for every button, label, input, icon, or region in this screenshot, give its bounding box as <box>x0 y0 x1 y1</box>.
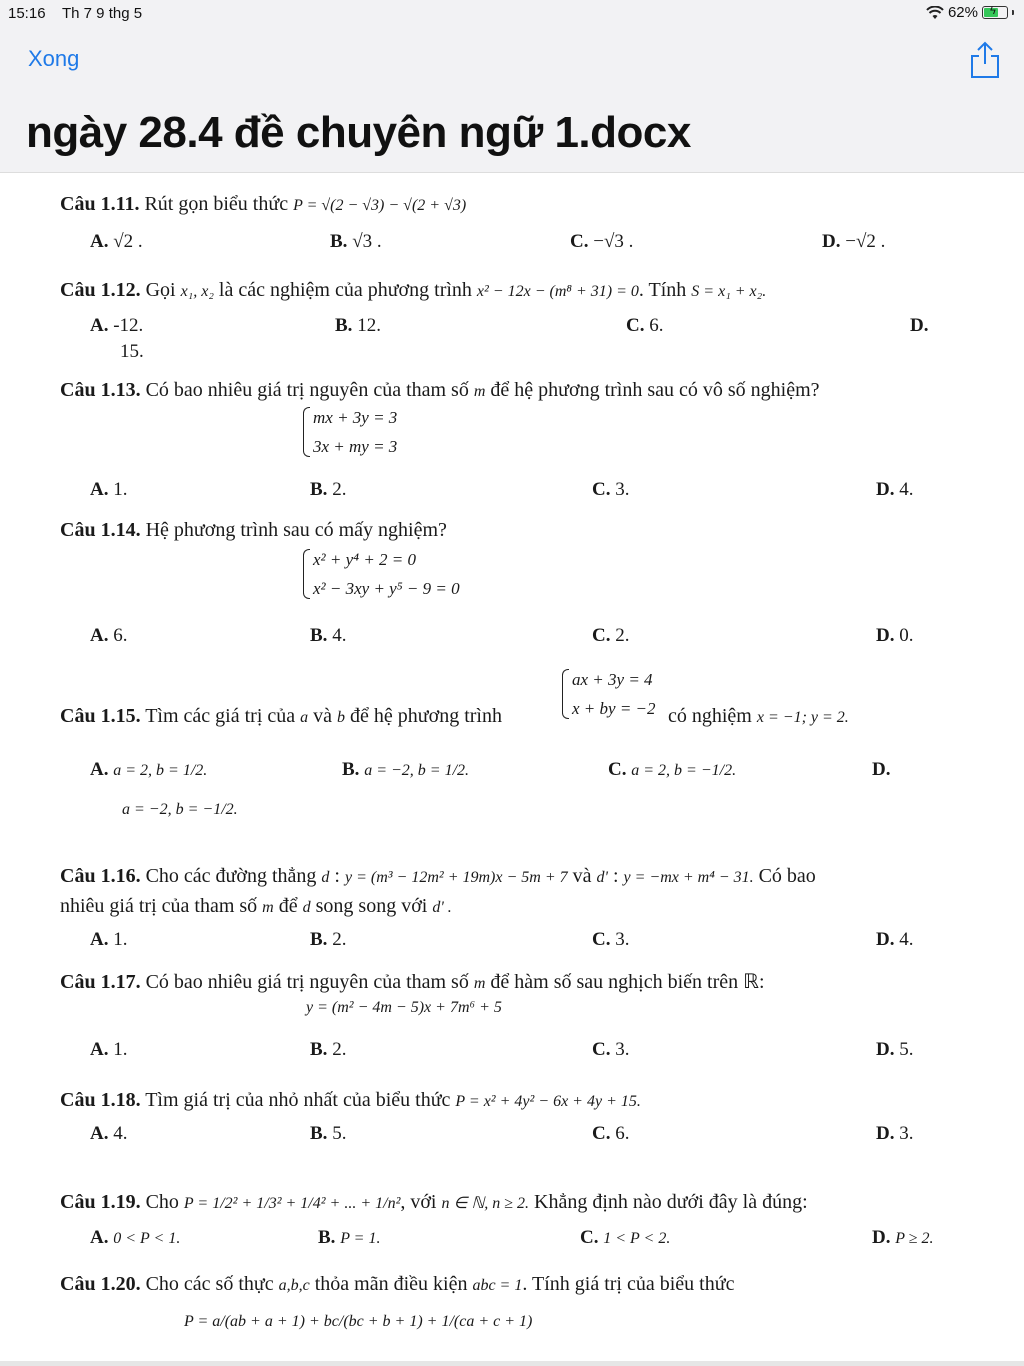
document-page[interactable] <box>0 172 1024 1366</box>
question-number: Câu 1.18. <box>60 1089 141 1111</box>
question-number: Câu 1.11. <box>60 193 140 215</box>
option-b: B. P = 1. <box>318 1227 381 1248</box>
option-c: C. 6. <box>592 1123 630 1144</box>
option-a: A. -12. <box>90 315 144 336</box>
option-d: D. P ≥ 2. <box>872 1227 934 1248</box>
option-a: A. 0 < P < 1. <box>90 1227 181 1248</box>
question-1-15: Câu 1.15. Tìm các giá trị của a và b để hệ phương trình <box>60 705 502 727</box>
option-c: C. 2. <box>592 625 630 646</box>
option-d: D. <box>872 759 891 780</box>
math-expression: P = √(2 − √3) − √(2 + √3) <box>293 197 467 214</box>
option-a: A. 1. <box>90 929 128 950</box>
share-icon[interactable] <box>968 40 1002 80</box>
option-d-value: 15. <box>120 341 144 362</box>
status-bar <box>0 0 1024 28</box>
nav-bar <box>0 28 1024 98</box>
battery-percent: 62% <box>947 4 978 21</box>
option-c: C. 3. <box>592 1039 630 1060</box>
option-a: A. 4. <box>90 1123 128 1144</box>
question-number: Câu 1.17. <box>60 971 141 993</box>
option-b: B. √3 . <box>330 231 382 252</box>
question-1-12: Câu 1.12. Gọi x₁, x₂ là các nghiệm của phương trình x² − 12x − (m⁸ + 31) = 0. Tính S = x₁ + x₂. <box>60 279 767 301</box>
option-a: A. √2 . <box>90 231 143 252</box>
equation-system: x² + y⁴ + 2 = 0 x² − 3xy + y⁵ − 9 = 0 <box>303 545 460 603</box>
option-c: C. 3. <box>592 929 630 950</box>
page-bottom-edge <box>0 1361 1024 1366</box>
option-c: C. 6. <box>626 315 664 336</box>
question-1-20: Câu 1.20. Cho các số thực a,b,c thỏa mãn điều kiện abc = 1. Tính giá trị của biểu thức <box>60 1273 735 1295</box>
option-a: A. a = 2, b = 1/2. <box>90 759 208 780</box>
question-number: Câu 1.16. <box>60 865 141 887</box>
option-b: B. a = −2, b = 1/2. <box>342 759 470 780</box>
function-expression: y = (m² − 4m − 5)x + 7m⁶ + 5 <box>306 999 502 1016</box>
option-b: B. 5. <box>310 1123 347 1144</box>
option-b: B. 2. <box>310 479 347 500</box>
status-right <box>926 4 1014 21</box>
question-1-19: Câu 1.19. Cho P = 1/2² + 1/3² + 1/4² + ... + 1/n², với n ∈ ℕ, n ≥ 2. Khẳng định nào dưới đây là đúng: <box>60 1191 808 1213</box>
option-d: D. −√2 . <box>822 231 886 252</box>
option-d: D. 5. <box>876 1039 914 1060</box>
done-button[interactable]: Xong <box>28 46 80 71</box>
question-1-14: Câu 1.14. Hệ phương trình sau có mấy nghiệm? <box>60 519 447 541</box>
question-number: Câu 1.20. <box>60 1273 141 1295</box>
option-d: D. 0. <box>876 625 914 646</box>
question-number: Câu 1.14. <box>60 519 141 541</box>
question-1-16-line2: nhiêu giá trị của tham số m để d song song với d' . <box>60 895 452 917</box>
question-number: Câu 1.15. <box>60 705 141 727</box>
equation-system: ax + 3y = 4 x + by = −2 <box>562 665 656 723</box>
option-d: D. 4. <box>876 479 914 500</box>
question-number: Câu 1.19. <box>60 1191 141 1213</box>
option-a: A. 1. <box>90 1039 128 1060</box>
equation-system: mx + 3y = 3 3x + my = 3 <box>303 403 397 461</box>
option-d-value: a = −2, b = −1/2. <box>122 801 238 818</box>
option-a: A. 1. <box>90 479 128 500</box>
question-1-17: Câu 1.17. Có bao nhiêu giá trị nguyên của tham số m để hàm số sau nghịch biến trên ℝ: <box>60 971 765 993</box>
option-b: B. 2. <box>310 1039 347 1060</box>
option-c: C. 1 < P < 2. <box>580 1227 671 1248</box>
battery-icon: ϟ <box>982 6 1008 19</box>
document-title: ngày 28.4 đề chuyên ngữ 1.docx <box>26 108 691 157</box>
option-b: B. 12. <box>335 315 381 336</box>
status-time: 15:16 <box>8 5 46 22</box>
option-b: B. 4. <box>310 625 347 646</box>
option-d: D. 4. <box>876 929 914 950</box>
question-text: Rút gọn biểu thức <box>144 193 289 215</box>
expression-p: P = a/(ab + a + 1) + bc/(bc + b + 1) + 1/(ca + c + 1) <box>184 1313 533 1330</box>
question-1-16: Câu 1.16. Cho các đường thẳng d : y = (m³ − 12m² + 19m)x − 5m + 7 và d' : y = −mx + m⁴ − 31. Có bao <box>60 865 816 887</box>
wifi-icon <box>926 6 944 20</box>
option-c: C. −√3 . <box>570 231 634 252</box>
question-1-11 <box>60 193 466 216</box>
option-b: B. 2. <box>310 929 347 950</box>
option-c: C. a = 2, b = −1/2. <box>608 759 737 780</box>
option-a: A. 6. <box>90 625 128 646</box>
option-d: D. 3. <box>876 1123 914 1144</box>
battery-cap <box>1012 10 1014 15</box>
question-1-13: Câu 1.13. Có bao nhiêu giá trị nguyên của tham số m để hệ phương trình sau có vô số nghiệm? <box>60 379 820 401</box>
question-number: Câu 1.13. <box>60 379 141 401</box>
option-d: D. <box>910 315 929 336</box>
status-date: Th 7 9 thg 5 <box>62 5 143 22</box>
question-number: Câu 1.12. <box>60 279 141 301</box>
option-c: C. 3. <box>592 479 630 500</box>
question-1-18: Câu 1.18. Tìm giá trị của nhỏ nhất của biểu thức P = x² + 4y² − 6x + 4y + 15. <box>60 1089 641 1111</box>
question-1-15-tail: có nghiệm x = −1; y = 2. <box>668 705 849 727</box>
